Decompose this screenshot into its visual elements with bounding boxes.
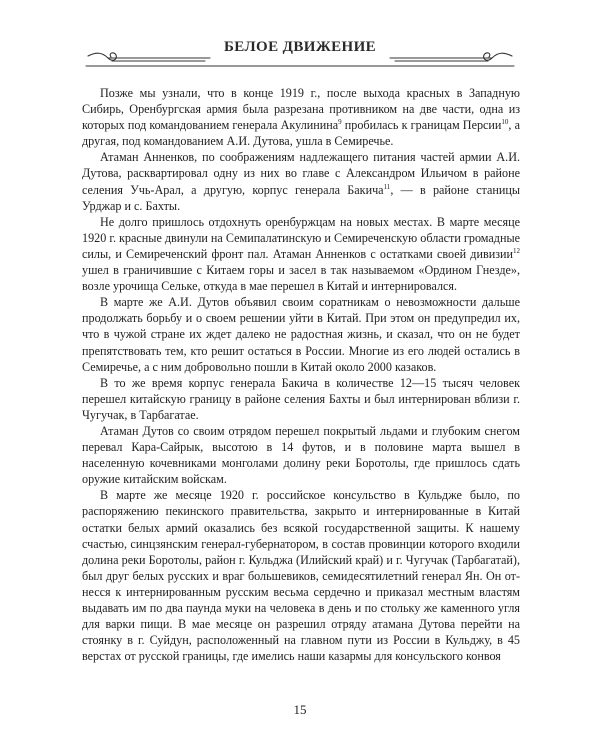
text-run: Не долго пришлось отдохнуть оренбуржцам на новых местах. В марте месяце 1920 г. красные двинули на Семипалатинскую и Семиреченскую области громадные силы, и Семиреченский фронт пал. Атаман Анненков с остатками своей дивизии [82, 214, 520, 261]
paragraph-5 [82, 375, 520, 423]
footnote-ref-9: 9 [338, 118, 342, 127]
footnote-ref-12: 12 [513, 246, 520, 255]
paragraph-2 [82, 149, 520, 213]
text-run: пробилась к границам Персии [341, 118, 502, 133]
running-header [0, 34, 600, 74]
text-run: В марте же А.И. Дутов объявил своим соратникам о невозможности дальше продолжать борьбу и о своем решении уйти в Китай. При этом он предупредил их, что в чужой стране их ждет далеко не радостная жизнь, и сказал, что он не будет препятствовать тем, кто решит остаться в России. Многие из его людей остались в Семиречье, а с ним добровольно пошли в Китай около 2000 казаков. [82, 295, 520, 374]
paragraph-4 [82, 294, 520, 374]
body-text [82, 85, 520, 664]
footnote-ref-10: 10 [501, 118, 509, 127]
text-run: Позже мы узнали, что в конце 1919 г., после выхода красных в Западную Сибирь, Оренбургская армия была разрезана противником на две части, одна из которых под командованием генерала Акулинина [82, 86, 520, 133]
paragraph-7 [82, 487, 520, 664]
header-title: БЕЛОЕ ДВИЖЕНИЕ [223, 39, 377, 55]
paragraph-6 [82, 423, 520, 487]
text-run: , — в районе станицы Урджар и с. Бахты. [82, 182, 520, 213]
text-run: В марте же месяце 1920 г. российское консульство в Кульдже было, по распоряжению пекинского правительства, закрыто и интернированные в Китай остатки белых армий оказались без всякой государственной защиты. К нашему счастью, синцзянским генерал-губернатором, в состав провинции которого входили долина реки Боротолы, район г. Кульджа (Илийский край) и г. Чугучак (Тарбагатай), был друг белых русских и враг большевиков, семидесятилетний генерал Ян. Он отнесся к интернированным русским весьма сердечно и приказал местным властям выдавать им по два паунда муки на человека в день и по стольку же каменного угля для варки пищи. В мае месяце он разрешил отряду атамана Дутова перейти на стоянку в г. Суйдун, расположенный на главном пути из России в Кульджу, в 45 верстах от русской границы, где имелись наши казармы для консульского конвоя [82, 488, 520, 664]
text-run: Атаман Дутов со своим отрядом перешел покрытый льдами и глубоким снегом перевал Кара-Сайрык, высотою в 14 футов, и в половине марта вышел в населенную кочевниками монголами долину реки Боротолы, где пришлось сдать оружие китайским войскам. [82, 423, 520, 487]
text-run: В то же время корпус генерала Бакича в количестве 12—15 тысяч человек перешел китайскую границу в районе селения Бахты и был интернирован вблизи г. Чугучак, в Тарбагатае. [82, 375, 520, 422]
footnote-ref-11: 11 [383, 182, 391, 191]
text-run: , а другая, под командованием А.И. Дутова, ушла в Семиречье. [82, 118, 520, 149]
paragraph-1 [82, 85, 520, 149]
page-number: 15 [293, 702, 307, 717]
text-run: ушел в граничившие с Китаем горы и засел в так называемом «Ордином Гнезде», возле урочища Сельке, откуда в мае перешел в Китай и интернировался. [82, 263, 520, 294]
paragraph-3 [82, 214, 520, 294]
text-run: Атаман Анненков, по соображениям надлежащего питания частей армии А.И. Дутова, расквартировал одну из них во главе с Александром Ильичом в районе селения Учь-Арал, а другую, корпус генерала Бакича [82, 150, 520, 197]
